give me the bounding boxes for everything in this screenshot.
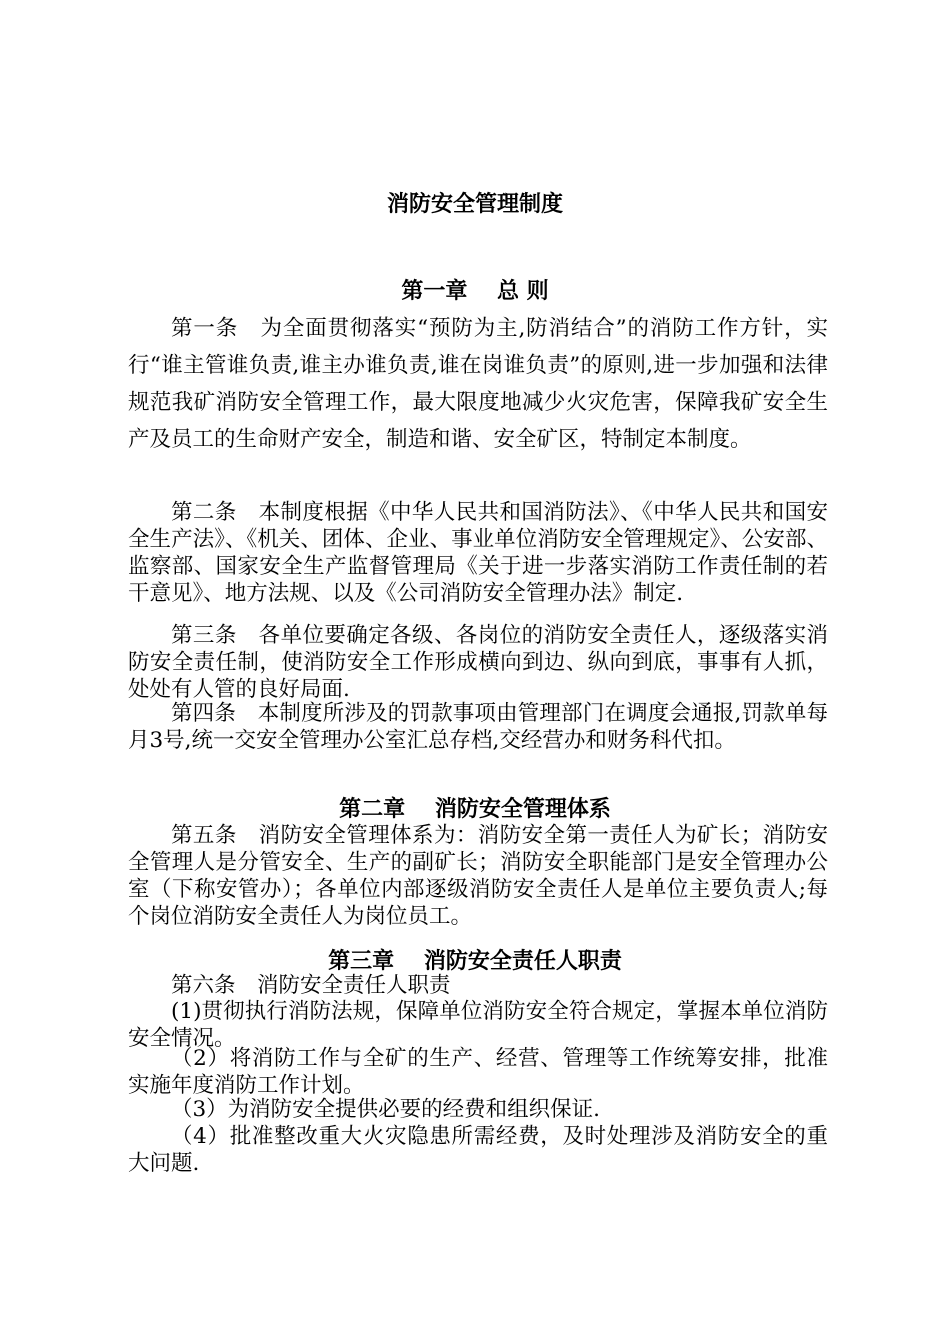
chapter-heading: 第二章 消防安全管理体系: [339, 797, 611, 822]
article-paragraph: 第五条 消防安全管理体系为：消防安全第一责任人为矿长；消防安全管理人是分管安全、生产的副矿长；消防安全职能部门是安全管理办公室（下称安管办）；各单位内部逐级消防安全责任人是单位主要负责人;每个岗位消防安全责任人为岗位员工。: [128, 823, 828, 929]
article-paragraph: （2）将消防工作与全矿的生产、经营、管理等工作统筹安排，批准实施年度消防工作计划。: [128, 1046, 828, 1098]
chapter-heading: 第三章 消防安全责任人职责: [328, 949, 622, 974]
article-paragraph: 第一条 为全面贯彻落实“预防为主,防消结合”的消防工作方针，实行“谁主管谁负责,谁主办谁负责,谁在岗谁负责”的原则,进一步加强和法律规范我矿消防安全管理工作，最大限度地减少火灾危害，保障我矿安全生产及员工的生命财产安全，制造和谐、安全矿区，特制定本制度。: [128, 316, 828, 452]
article-paragraph: （4）批准整改重大火灾隐患所需经费，及时处理涉及消防安全的重大问题.: [128, 1124, 828, 1176]
article-paragraph: (1)贯彻执行消防法规，保障单位消防安全符合规定，掌握本单位消防安全情况。: [128, 999, 828, 1051]
document-title: 消防安全管理制度: [386, 192, 563, 217]
article-paragraph: 第四条 本制度所涉及的罚款事项由管理部门在调度会通报,罚款单每月3号,统一交安全管理办公室汇总存档,交经营办和财务科代扣。: [128, 701, 828, 753]
article-paragraph: （3）为消防安全提供必要的经费和组织保证.: [171, 1097, 601, 1122]
article-paragraph: 第二条 本制度根据《中华人民共和国消防法》、《中华人民共和国安全生产法》、《机关、团体、企业、事业单位消防安全管理规定》、公安部、监察部、国家安全生产监督管理局《关于进一步落实消防工作责任制的若干意见》、地方法规、以及《公司消防安全管理办法》制定.: [128, 500, 828, 606]
chapter-heading: 第一章 总 则: [401, 279, 549, 304]
article-paragraph: 第六条 消防安全责任人职责: [171, 973, 451, 998]
article-paragraph: 第三条 各单位要确定各级、各岗位的消防安全责任人，逐级落实消防安全责任制，使消防安全工作形成横向到边、纵向到底，事事有人抓，处处有人管的良好局面.: [128, 623, 828, 702]
